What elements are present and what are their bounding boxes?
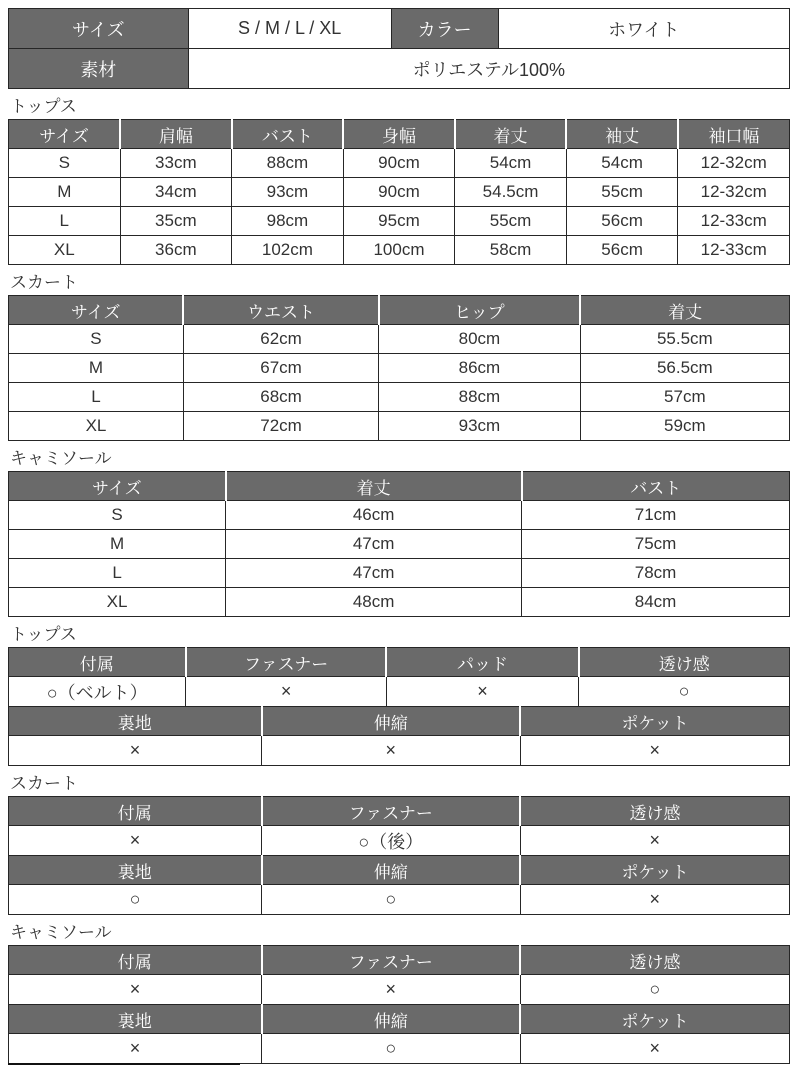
column-header: ウエスト (183, 296, 378, 325)
cell: L (9, 559, 226, 588)
cell: 71cm (522, 501, 790, 530)
camisole-size-table (8, 471, 790, 617)
column-header: 伸縮 (262, 707, 521, 736)
table-row (9, 588, 790, 617)
section-label-tops: トップス (10, 97, 77, 116)
color-label: カラー (391, 9, 498, 49)
material-label: 素材 (9, 49, 189, 89)
cell: M (9, 354, 184, 383)
feature-mark: × (520, 736, 789, 766)
column-header: ポケット (520, 1005, 789, 1034)
column-header: 透け感 (520, 797, 789, 826)
table-row (9, 885, 790, 915)
cell: 90cm (343, 149, 455, 178)
cell: XL (9, 588, 226, 617)
column-header: 袖丈 (566, 120, 678, 149)
section-label-camisole-details: キャミソール (10, 923, 112, 942)
header-row (9, 856, 790, 885)
cell: 12-32cm (678, 178, 790, 207)
feature-mark: ○ (9, 885, 262, 915)
cell: 75cm (522, 530, 790, 559)
skirt-details-table-row2 (8, 855, 790, 915)
cell: 95cm (343, 207, 455, 236)
feature-mark: × (520, 1034, 789, 1064)
table-row (9, 49, 790, 89)
column-header: ポケット (520, 856, 789, 885)
feature-mark: × (262, 975, 521, 1005)
table-row (9, 501, 790, 530)
column-header: サイズ (9, 120, 121, 149)
header-row (9, 797, 790, 826)
column-header: バスト (232, 120, 344, 149)
cell: 36cm (120, 236, 232, 265)
column-header: ヒップ (379, 296, 580, 325)
column-header: ファスナー (262, 946, 521, 975)
header-row (9, 946, 790, 975)
column-header: パッド (386, 648, 578, 677)
column-header: 伸縮 (262, 856, 521, 885)
feature-mark: × (9, 1034, 262, 1064)
feature-mark: ○ (262, 885, 521, 915)
feature-mark: × (9, 975, 262, 1005)
header-row (9, 296, 790, 325)
cell: 47cm (226, 530, 522, 559)
cell: 56cm (566, 236, 678, 265)
cell: 56cm (566, 207, 678, 236)
cell: 46cm (226, 501, 522, 530)
cell: 93cm (379, 412, 580, 441)
table-row (9, 412, 790, 441)
column-header: 裏地 (9, 856, 262, 885)
cell: 35cm (120, 207, 232, 236)
feature-mark: ○（後） (262, 826, 521, 856)
column-header: 着丈 (455, 120, 567, 149)
skirt-details-table-row1 (8, 796, 790, 856)
camisole-details-table-row2 (8, 1004, 790, 1064)
cell: S (9, 325, 184, 354)
cell: 54cm (455, 149, 567, 178)
column-header: バスト (522, 472, 790, 501)
feature-mark: × (262, 736, 521, 766)
size-label: サイズ (9, 9, 189, 49)
cell: 55.5cm (580, 325, 789, 354)
cell: 47cm (226, 559, 522, 588)
feature-mark: × (520, 885, 789, 915)
feature-mark: ○ (262, 1034, 521, 1064)
column-header: 付属 (9, 946, 262, 975)
cell: S (9, 501, 226, 530)
cell: 34cm (120, 178, 232, 207)
section-label-camisole: キャミソール (10, 449, 112, 468)
cell: 102cm (232, 236, 344, 265)
column-header: 付属 (9, 648, 186, 677)
header-row (9, 120, 790, 149)
column-header: 裏地 (9, 707, 262, 736)
cell: 84cm (522, 588, 790, 617)
cell: 12-33cm (678, 207, 790, 236)
column-header: 着丈 (580, 296, 789, 325)
cell: L (9, 207, 121, 236)
cell: 78cm (522, 559, 790, 588)
color-value: ホワイト (498, 9, 789, 49)
cell: 86cm (379, 354, 580, 383)
column-header: 透け感 (520, 946, 789, 975)
cell: 33cm (120, 149, 232, 178)
feature-mark: × (520, 826, 789, 856)
header-row (9, 707, 790, 736)
column-header: ファスナー (186, 648, 387, 677)
cell: 54cm (566, 149, 678, 178)
column-header: 透け感 (579, 648, 790, 677)
section-label-skirt-details: スカート (10, 774, 78, 793)
column-header: ファスナー (262, 797, 521, 826)
cell: 12-32cm (678, 149, 790, 178)
cell: 88cm (379, 383, 580, 412)
cell: 88cm (232, 149, 344, 178)
cell: 56.5cm (580, 354, 789, 383)
cell: 90cm (343, 178, 455, 207)
cell: M (9, 178, 121, 207)
table-row (9, 354, 790, 383)
cell: 93cm (232, 178, 344, 207)
feature-mark: ○ (520, 975, 789, 1005)
skirt-size-table (8, 295, 790, 441)
table-row (9, 149, 790, 178)
bottom-border-segment (8, 1063, 240, 1065)
table-row (9, 1034, 790, 1064)
cell: M (9, 530, 226, 559)
cell: 12-33cm (678, 236, 790, 265)
cell: 72cm (183, 412, 378, 441)
column-header: 伸縮 (262, 1005, 521, 1034)
product-info-table (8, 8, 790, 89)
cell: 59cm (580, 412, 789, 441)
tops-details-table-row1 (8, 647, 790, 707)
cell: XL (9, 236, 121, 265)
header-row (9, 1005, 790, 1034)
cell: 55cm (566, 178, 678, 207)
cell: 98cm (232, 207, 344, 236)
table-row (9, 736, 790, 766)
feature-mark: ○（ベルト） (9, 677, 186, 707)
feature-mark: × (186, 677, 387, 707)
column-header: サイズ (9, 472, 226, 501)
feature-mark: × (386, 677, 578, 707)
camisole-details-table-row1 (8, 945, 790, 1005)
cell: 58cm (455, 236, 567, 265)
column-header: ポケット (520, 707, 789, 736)
table-row (9, 975, 790, 1005)
cell: 67cm (183, 354, 378, 383)
cell: XL (9, 412, 184, 441)
cell: 54.5cm (455, 178, 567, 207)
cell: 62cm (183, 325, 378, 354)
section-label-tops-details: トップス (10, 625, 77, 644)
size-value: S / M / L / XL (188, 9, 391, 49)
table-row (9, 9, 790, 49)
column-header: 付属 (9, 797, 262, 826)
cell: 55cm (455, 207, 567, 236)
table-row (9, 236, 790, 265)
cell: L (9, 383, 184, 412)
feature-mark: × (9, 736, 262, 766)
table-row (9, 530, 790, 559)
table-row (9, 559, 790, 588)
cell: 80cm (379, 325, 580, 354)
table-row (9, 677, 790, 707)
feature-mark: × (9, 826, 262, 856)
column-header: 袖口幅 (678, 120, 790, 149)
tops-size-table (8, 119, 790, 265)
feature-mark: ○ (579, 677, 790, 707)
cell: 57cm (580, 383, 789, 412)
column-header: 着丈 (226, 472, 522, 501)
table-row (9, 207, 790, 236)
cell: 68cm (183, 383, 378, 412)
header-row (9, 648, 790, 677)
material-value: ポリエステル100% (188, 49, 789, 89)
table-row (9, 325, 790, 354)
table-row (9, 826, 790, 856)
table-row (9, 178, 790, 207)
column-header: 身幅 (343, 120, 455, 149)
column-header: 肩幅 (120, 120, 232, 149)
header-row (9, 472, 790, 501)
section-label-skirt: スカート (10, 273, 78, 292)
tops-details-table-row2 (8, 706, 790, 766)
column-header: 裏地 (9, 1005, 262, 1034)
column-header: サイズ (9, 296, 184, 325)
cell: S (9, 149, 121, 178)
cell: 100cm (343, 236, 455, 265)
cell: 48cm (226, 588, 522, 617)
table-row (9, 383, 790, 412)
